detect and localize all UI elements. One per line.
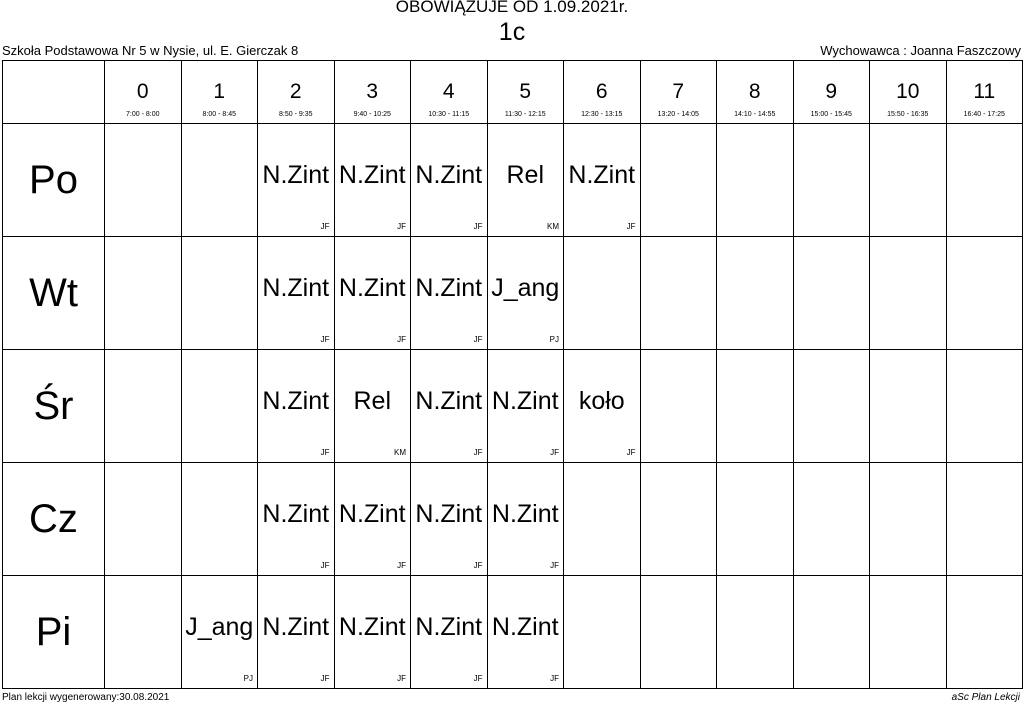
empty-cell bbox=[870, 463, 947, 576]
empty-cell bbox=[640, 350, 717, 463]
lesson-subject: Rel bbox=[506, 160, 544, 189]
lesson-cell bbox=[411, 350, 488, 463]
lesson-cell bbox=[487, 124, 564, 237]
lesson-cell bbox=[487, 576, 564, 689]
period-header-5 bbox=[487, 61, 564, 124]
period-number: 2 bbox=[289, 80, 302, 103]
period-time: 7:00 - 8:00 bbox=[126, 111, 160, 118]
empty-cell bbox=[105, 463, 182, 576]
lesson-teacher: JF bbox=[626, 448, 636, 457]
lesson-subject: N.Zint bbox=[262, 160, 330, 189]
lesson-cell bbox=[258, 576, 335, 689]
lesson-teacher: JF bbox=[320, 448, 330, 457]
lesson-subject: koło bbox=[578, 386, 625, 415]
lesson-cell bbox=[564, 350, 641, 463]
empty-cell bbox=[105, 124, 182, 237]
empty-cell bbox=[870, 350, 947, 463]
period-time: 16:40 - 17:25 bbox=[963, 111, 1005, 118]
lesson-teacher: JF bbox=[320, 561, 330, 570]
period-header-8 bbox=[717, 61, 794, 124]
lesson-teacher: PJ bbox=[243, 674, 253, 683]
period-header-11 bbox=[946, 61, 1023, 124]
lesson-subject: N.Zint bbox=[415, 160, 483, 189]
period-header-0 bbox=[105, 61, 182, 124]
empty-cell bbox=[946, 124, 1023, 237]
lesson-teacher: JF bbox=[320, 222, 330, 231]
lesson-cell bbox=[411, 237, 488, 350]
period-header-9 bbox=[793, 61, 870, 124]
lesson-teacher: JF bbox=[626, 222, 636, 231]
period-header-row bbox=[3, 61, 1023, 124]
homeroom-teacher: Wychowawca : Joanna Faszczowy bbox=[820, 43, 1021, 58]
lesson-cell bbox=[487, 463, 564, 576]
lesson-teacher: JF bbox=[473, 448, 483, 457]
lesson-cell bbox=[411, 124, 488, 237]
period-time: 9:40 - 10:25 bbox=[353, 111, 391, 118]
period-number: 7 bbox=[672, 80, 685, 103]
lesson-teacher: JF bbox=[550, 674, 559, 683]
lesson-teacher: JF bbox=[473, 674, 483, 683]
period-number: 6 bbox=[595, 80, 608, 103]
period-number: 3 bbox=[366, 80, 379, 103]
empty-cell bbox=[946, 463, 1023, 576]
empty-cell bbox=[181, 237, 258, 350]
period-header-4 bbox=[411, 61, 488, 124]
lesson-teacher: JF bbox=[550, 448, 559, 457]
empty-cell bbox=[946, 576, 1023, 689]
lesson-teacher: JF bbox=[473, 335, 483, 344]
lesson-subject: J_ang bbox=[491, 273, 560, 302]
empty-cell bbox=[793, 576, 870, 689]
lesson-subject: N.Zint bbox=[262, 273, 330, 302]
empty-cell bbox=[105, 237, 182, 350]
lesson-subject: N.Zint bbox=[262, 612, 330, 641]
empty-cell bbox=[793, 237, 870, 350]
lesson-subject: N.Zint bbox=[338, 160, 406, 189]
lesson-subject: N.Zint bbox=[491, 612, 559, 641]
period-time: 10:30 - 11:15 bbox=[428, 111, 470, 118]
day-label: Cz bbox=[3, 463, 105, 576]
empty-cell bbox=[717, 576, 794, 689]
period-number: 11 bbox=[973, 80, 996, 103]
period-time: 8:50 - 9:35 bbox=[279, 111, 313, 118]
lesson-subject: N.Zint bbox=[491, 499, 559, 528]
timetable-body bbox=[3, 124, 1023, 689]
lesson-teacher: JF bbox=[320, 335, 330, 344]
period-number: 8 bbox=[748, 80, 761, 103]
period-time: 14:10 - 14:55 bbox=[734, 111, 776, 118]
empty-cell bbox=[793, 124, 870, 237]
empty-cell bbox=[717, 124, 794, 237]
lesson-subject: N.Zint bbox=[262, 386, 330, 415]
valid-from-title: OBOWIĄZUJE OD 1.09.2021r. bbox=[395, 0, 629, 16]
period-time: 13:20 - 14:05 bbox=[657, 111, 699, 118]
period-number: 9 bbox=[825, 80, 838, 103]
lesson-subject: N.Zint bbox=[338, 612, 406, 641]
empty-cell bbox=[946, 350, 1023, 463]
lesson-cell bbox=[411, 463, 488, 576]
lesson-cell bbox=[334, 237, 411, 350]
lesson-teacher: JF bbox=[397, 561, 406, 570]
empty-cell bbox=[717, 350, 794, 463]
period-number: 10 bbox=[896, 80, 920, 103]
period-number: 1 bbox=[213, 80, 226, 103]
period-header-3 bbox=[334, 61, 411, 124]
lesson-subject: N.Zint bbox=[491, 386, 559, 415]
empty-cell bbox=[640, 463, 717, 576]
lesson-cell bbox=[334, 463, 411, 576]
empty-cell bbox=[640, 576, 717, 689]
lesson-subject: N.Zint bbox=[338, 499, 406, 528]
empty-cell bbox=[870, 237, 947, 350]
lesson-subject: Rel bbox=[353, 386, 391, 415]
period-header-6 bbox=[564, 61, 641, 124]
period-time: 15:00 - 15:45 bbox=[810, 111, 852, 118]
lesson-cell bbox=[258, 350, 335, 463]
lesson-subject: N.Zint bbox=[415, 386, 483, 415]
day-label: Po bbox=[3, 124, 105, 237]
empty-cell bbox=[870, 576, 947, 689]
period-time: 8:00 - 8:45 bbox=[202, 111, 236, 118]
lesson-subject: N.Zint bbox=[415, 273, 483, 302]
lesson-subject: N.Zint bbox=[568, 160, 636, 189]
empty-cell bbox=[564, 576, 641, 689]
timetable-grid bbox=[2, 60, 1023, 689]
lesson-teacher: JF bbox=[397, 222, 406, 231]
lesson-subject: J_ang bbox=[185, 612, 254, 641]
lesson-teacher: JF bbox=[320, 674, 330, 683]
lesson-cell bbox=[487, 237, 564, 350]
day-row bbox=[3, 463, 1023, 576]
lesson-cell bbox=[258, 124, 335, 237]
lesson-teacher: JF bbox=[473, 222, 483, 231]
lesson-cell bbox=[411, 576, 488, 689]
school-name: Szkoła Podstawowa Nr 5 w Nysie, ul. E. Gierczak 8 bbox=[2, 43, 299, 58]
lesson-teacher: KM bbox=[394, 448, 406, 457]
empty-cell bbox=[181, 463, 258, 576]
lesson-cell bbox=[334, 576, 411, 689]
class-name: 1c bbox=[498, 18, 526, 46]
software-name: aSc Plan Lekcji bbox=[951, 692, 1020, 703]
lesson-cell bbox=[258, 237, 335, 350]
lesson-teacher: JF bbox=[397, 335, 406, 344]
period-time: 12:30 - 13:15 bbox=[581, 111, 623, 118]
empty-cell bbox=[640, 124, 717, 237]
generated-date: Plan lekcji wygenerowany:30.08.2021 bbox=[2, 692, 170, 703]
day-label: Wt bbox=[3, 237, 105, 350]
empty-cell bbox=[105, 576, 182, 689]
lesson-subject: N.Zint bbox=[415, 499, 483, 528]
corner-cell bbox=[3, 61, 105, 124]
empty-cell bbox=[564, 463, 641, 576]
lesson-teacher: JF bbox=[550, 561, 559, 570]
lesson-subject: N.Zint bbox=[415, 612, 483, 641]
day-row bbox=[3, 124, 1023, 237]
period-header-10 bbox=[870, 61, 947, 124]
day-row bbox=[3, 576, 1023, 689]
empty-cell bbox=[793, 350, 870, 463]
period-number: 5 bbox=[519, 80, 532, 103]
lesson-teacher: KM bbox=[547, 222, 559, 231]
lesson-cell bbox=[258, 463, 335, 576]
day-row bbox=[3, 350, 1023, 463]
lesson-teacher: JF bbox=[473, 561, 483, 570]
day-label: Śr bbox=[3, 350, 105, 463]
lesson-teacher: JF bbox=[397, 674, 406, 683]
lesson-cell bbox=[487, 350, 564, 463]
empty-cell bbox=[717, 237, 794, 350]
lesson-subject: N.Zint bbox=[338, 273, 406, 302]
lesson-cell bbox=[334, 350, 411, 463]
lesson-cell bbox=[334, 124, 411, 237]
lesson-cell bbox=[181, 576, 258, 689]
period-header-7 bbox=[640, 61, 717, 124]
period-number: 0 bbox=[136, 80, 149, 103]
lesson-subject: N.Zint bbox=[262, 499, 330, 528]
empty-cell bbox=[870, 124, 947, 237]
lesson-teacher: PJ bbox=[549, 335, 559, 344]
period-number: 4 bbox=[442, 80, 455, 103]
empty-cell bbox=[640, 237, 717, 350]
period-time: 11:30 - 12:15 bbox=[504, 111, 546, 118]
lesson-cell bbox=[564, 124, 641, 237]
empty-cell bbox=[564, 237, 641, 350]
day-row bbox=[3, 237, 1023, 350]
empty-cell bbox=[793, 463, 870, 576]
empty-cell bbox=[717, 463, 794, 576]
day-label: Pi bbox=[3, 576, 105, 689]
empty-cell bbox=[181, 124, 258, 237]
empty-cell bbox=[105, 350, 182, 463]
period-header-1 bbox=[181, 61, 258, 124]
period-time: 15:50 - 16:35 bbox=[887, 111, 929, 118]
empty-cell bbox=[181, 350, 258, 463]
period-header-2 bbox=[258, 61, 335, 124]
empty-cell bbox=[946, 237, 1023, 350]
